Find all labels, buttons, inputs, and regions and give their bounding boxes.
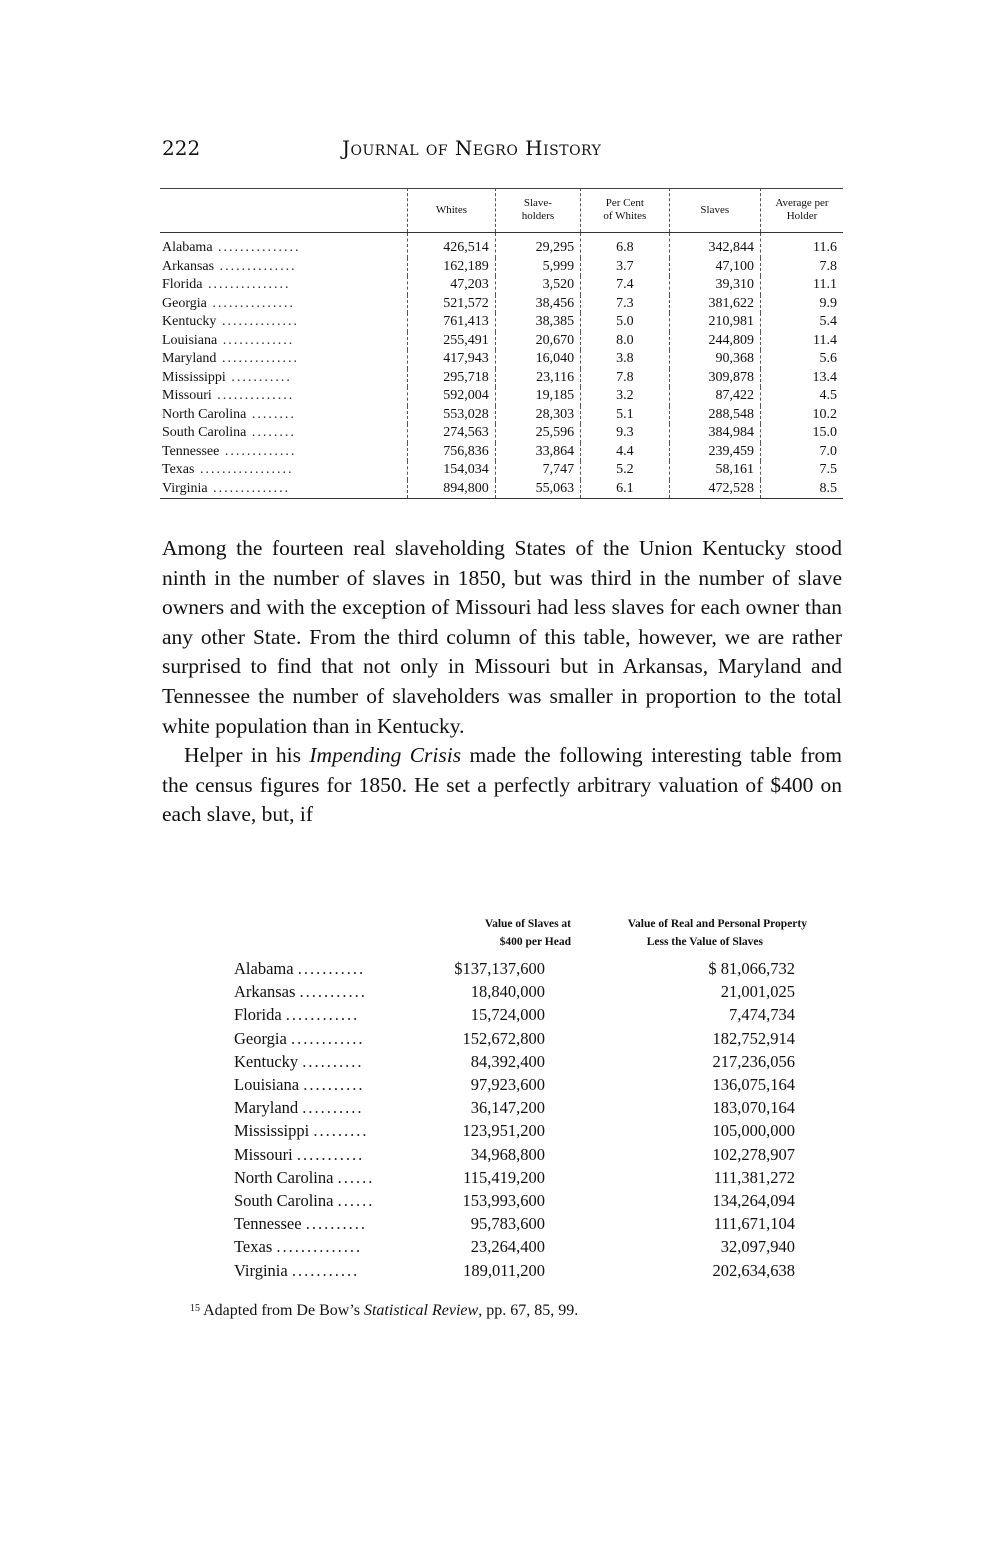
whites-cell: 295,718: [408, 369, 496, 388]
table-row: [160, 350, 843, 369]
table-row: [234, 1143, 807, 1166]
slaves-cell: 342,844: [669, 233, 760, 258]
whites-cell: 47,203: [408, 276, 496, 295]
state-cell: South Carolina ......: [234, 1190, 375, 1210]
average-cell: 4.5: [760, 387, 843, 406]
table-row: [234, 1166, 807, 1189]
table-row: [160, 424, 843, 443]
property-value-cell: 32,097,940: [720, 1237, 795, 1257]
state-cell: Kentucky ..............: [162, 314, 299, 330]
table-header-row: [234, 915, 807, 957]
slaveholders-cell: 20,670: [495, 332, 580, 351]
property-value-cell: 21,001,025: [720, 982, 795, 1002]
slave-value-cell: 15,724,000: [470, 1005, 545, 1025]
slaveholders-cell: 16,040: [495, 350, 580, 369]
slave-value-cell: 97,923,600: [470, 1075, 545, 1095]
slaves-cell: 288,548: [669, 406, 760, 425]
percent-cell: 7.3: [581, 295, 669, 314]
column-header-slave-value: Value of Slaves at $400 per Head: [484, 918, 571, 948]
percent-cell: 3.2: [581, 387, 669, 406]
state-cell: Texas ..............: [234, 1237, 363, 1257]
slaves-cell: 472,528: [669, 480, 760, 499]
average-cell: 10.2: [760, 406, 843, 425]
body-text: [162, 534, 842, 830]
whites-cell: 274,563: [408, 424, 496, 443]
column-header-property-value: Value of Real and Personal Property Less the Value of Slaves: [627, 918, 807, 948]
table-row: [234, 957, 807, 980]
average-cell: 11.1: [760, 276, 843, 295]
table-row: [234, 1119, 807, 1142]
book-title: Impending Crisis: [309, 743, 462, 768]
state-cell: Alabama ...............: [162, 240, 301, 256]
footnote: $^{15}$ Adapted from De Bow’s Statistical Review, pp. 67, 85, 99.: [190, 1302, 579, 1319]
slaveholders-cell: 28,303: [495, 406, 580, 425]
state-cell: Tennessee ..........: [234, 1214, 367, 1234]
table-row: [160, 258, 843, 277]
state-cell: Missouri ...........: [234, 1144, 365, 1164]
state-cell: Alabama ...........: [234, 959, 366, 979]
state-cell: Texas .................: [162, 462, 294, 478]
property-value-cell: 183,070,164: [712, 1098, 795, 1118]
paragraph: Helper in his Impending Crisis made the following interesting table from the census figures for 1850. He set a perfectly arbitrary valuation of $400 on each slave, but, if: [162, 743, 843, 827]
whites-cell: 756,836: [408, 443, 496, 462]
state-cell: Tennessee .............: [162, 443, 297, 459]
table-row: [160, 387, 843, 406]
slaveholders-cell: 19,185: [495, 387, 580, 406]
table-row: [160, 276, 843, 295]
average-cell: 5.4: [760, 313, 843, 332]
table-row: [160, 295, 843, 314]
column-header-slaves: Slaves: [669, 188, 760, 233]
state-cell: Louisiana ..........: [234, 1075, 365, 1095]
table-row: [234, 1258, 807, 1281]
state-cell: Arkansas ..............: [162, 258, 297, 274]
slave-value-cell: 95,783,600: [470, 1214, 545, 1234]
property-value-cell: $ 81,066,732: [708, 959, 795, 979]
property-value-cell: 111,671,104: [713, 1214, 795, 1234]
state-cell: Kentucky ..........: [234, 1051, 364, 1071]
whites-cell: 761,413: [408, 313, 496, 332]
percent-cell: 5.1: [581, 406, 669, 425]
table-row: [160, 461, 843, 480]
state-cell: Georgia ...............: [162, 295, 295, 311]
slave-value-cell: 123,951,200: [462, 1121, 545, 1141]
whites-cell: 417,943: [408, 350, 496, 369]
slave-value-cell: 115,419,200: [463, 1167, 545, 1187]
property-value-cell: 182,752,914: [712, 1028, 795, 1048]
table-row: [160, 332, 843, 351]
state-cell: Maryland ..............: [162, 351, 299, 367]
table-row: [160, 233, 843, 258]
property-value-cell: 202,634,638: [712, 1260, 795, 1280]
column-header-slaveholders: Slave- holders: [495, 188, 580, 233]
whites-cell: 162,189: [408, 258, 496, 277]
state-cell: Arkansas ...........: [234, 982, 367, 1002]
average-cell: 9.9: [760, 295, 843, 314]
column-header-state: [234, 915, 437, 957]
slave-value-cell: $137,137,600: [454, 959, 545, 979]
property-value-cell: 111,381,272: [713, 1167, 795, 1187]
state-cell: Virginia ..............: [162, 480, 291, 496]
percent-cell: 9.3: [581, 424, 669, 443]
slave-value-table: [234, 915, 807, 1282]
paragraph: Among the fourteen real slaveholding States of the Union Kentucky stood ninth in the number of slaves in 1850, but was third in the number of slave owners and with the exception of Missouri had less slaves for each owner than any other State. From the third column of this table, however, we are rather surprised to find that not only in Missouri but in Arkansas, Maryland and Tennessee the number of slaveholders was smaller in proportion to the total white population than in Kentucky.: [162, 536, 842, 738]
state-cell: North Carolina ........: [162, 406, 296, 422]
average-cell: 11.4: [760, 332, 843, 351]
slaveholders-cell: 23,116: [495, 369, 580, 388]
property-value-cell: 217,236,056: [712, 1051, 795, 1071]
slaveholders-cell: 5,999: [495, 258, 580, 277]
percent-cell: 7.8: [581, 369, 669, 388]
slaves-cell: 239,459: [669, 443, 760, 462]
column-header-average: Average per Holder: [760, 188, 843, 233]
average-cell: 11.6: [760, 233, 843, 258]
percent-cell: 6.8: [581, 233, 669, 258]
state-cell: South Carolina ........: [162, 425, 296, 441]
state-cell: Missouri ..............: [162, 388, 295, 404]
whites-cell: 553,028: [408, 406, 496, 425]
table-row: [234, 1235, 807, 1258]
state-cell: North Carolina ......: [234, 1167, 375, 1187]
slaveholders-cell: 3,520: [495, 276, 580, 295]
slave-value-cell: 23,264,400: [470, 1237, 545, 1257]
percent-cell: 5.0: [581, 313, 669, 332]
slave-value-cell: 189,011,200: [463, 1260, 545, 1280]
table-row: [234, 1050, 807, 1073]
column-header-whites: Whites: [408, 188, 496, 233]
slaveholders-cell: 29,295: [495, 233, 580, 258]
slaves-cell: 58,161: [669, 461, 760, 480]
slaveholders-cell: 7,747: [495, 461, 580, 480]
whites-cell: 426,514: [408, 233, 496, 258]
table-row: [234, 980, 807, 1003]
table-row: [160, 443, 843, 462]
slave-value-cell: 152,672,800: [462, 1028, 545, 1048]
column-header-state: [160, 188, 408, 233]
slaveholders-cell: 38,456: [495, 295, 580, 314]
percent-cell: 5.2: [581, 461, 669, 480]
table-row: [160, 369, 843, 388]
state-cell: Mississippi ...........: [162, 369, 292, 385]
property-value-cell: 102,278,907: [712, 1144, 795, 1164]
property-value-cell: 134,264,094: [712, 1190, 795, 1210]
slaveholders-cell: 33,864: [495, 443, 580, 462]
average-cell: 8.5: [760, 480, 843, 499]
table-row: [234, 1027, 807, 1050]
percent-cell: 4.4: [581, 443, 669, 462]
table-row: [234, 1073, 807, 1096]
property-value-cell: 136,075,164: [712, 1075, 795, 1095]
slaves-cell: 47,100: [669, 258, 760, 277]
slave-value-cell: 36,147,200: [470, 1098, 545, 1118]
column-header-percent: Per Cent of Whites: [581, 188, 669, 233]
footnote-number: 15: [190, 1303, 200, 1314]
percent-cell: 3.8: [581, 350, 669, 369]
table-row: [160, 480, 843, 499]
table-row: [160, 406, 843, 425]
slaves-cell: 39,310: [669, 276, 760, 295]
percent-cell: 3.7: [581, 258, 669, 277]
whites-cell: 894,800: [408, 480, 496, 499]
state-cell: Virginia ...........: [234, 1260, 360, 1280]
page-header: [162, 136, 842, 166]
whites-cell: 255,491: [408, 332, 496, 351]
state-cell: Mississippi .........: [234, 1121, 369, 1141]
average-cell: 7.5: [760, 461, 843, 480]
average-cell: 7.0: [760, 443, 843, 462]
table-row: [234, 1003, 807, 1026]
table-header-row: [160, 188, 843, 233]
slaveholders-cell: 38,385: [495, 313, 580, 332]
table-row: [234, 1096, 807, 1119]
slaves-cell: 90,368: [669, 350, 760, 369]
property-value-cell: 105,000,000: [712, 1121, 795, 1141]
slave-value-cell: 34,968,800: [470, 1144, 545, 1164]
state-cell: Maryland ..........: [234, 1098, 364, 1118]
average-cell: 13.4: [760, 369, 843, 388]
average-cell: 15.0: [760, 424, 843, 443]
whites-cell: 592,004: [408, 387, 496, 406]
state-cell: Georgia ............: [234, 1028, 365, 1048]
slave-value-cell: 18,840,000: [470, 982, 545, 1002]
slave-value-cell: 153,993,600: [462, 1190, 545, 1210]
slaves-cell: 384,984: [669, 424, 760, 443]
slaveholders-table: [160, 188, 843, 499]
slaves-cell: 309,878: [669, 369, 760, 388]
percent-cell: 6.1: [581, 480, 669, 499]
slaves-cell: 381,622: [669, 295, 760, 314]
source-title: Statistical Review: [363, 1302, 479, 1319]
slave-value-cell: 84,392,400: [470, 1051, 545, 1071]
whites-cell: 521,572: [408, 295, 496, 314]
slaveholders-cell: 55,063: [495, 480, 580, 499]
slaveholders-cell: 25,596: [495, 424, 580, 443]
table-row: [160, 313, 843, 332]
slaves-cell: 244,809: [669, 332, 760, 351]
whites-cell: 154,034: [408, 461, 496, 480]
average-cell: 5.6: [760, 350, 843, 369]
page-number: 222: [162, 136, 201, 160]
percent-cell: 8.0: [581, 332, 669, 351]
state-cell: Florida ...............: [162, 277, 291, 293]
table-row: [234, 1212, 807, 1235]
slaves-cell: 87,422: [669, 387, 760, 406]
table-row: [234, 1189, 807, 1212]
percent-cell: 7.4: [581, 276, 669, 295]
state-cell: Louisiana .............: [162, 332, 295, 348]
running-title: Journal of Negro History: [342, 136, 602, 160]
property-value-cell: 7,474,734: [729, 1005, 795, 1025]
slaves-cell: 210,981: [669, 313, 760, 332]
state-cell: Florida ............: [234, 1005, 360, 1025]
average-cell: 7.8: [760, 258, 843, 277]
